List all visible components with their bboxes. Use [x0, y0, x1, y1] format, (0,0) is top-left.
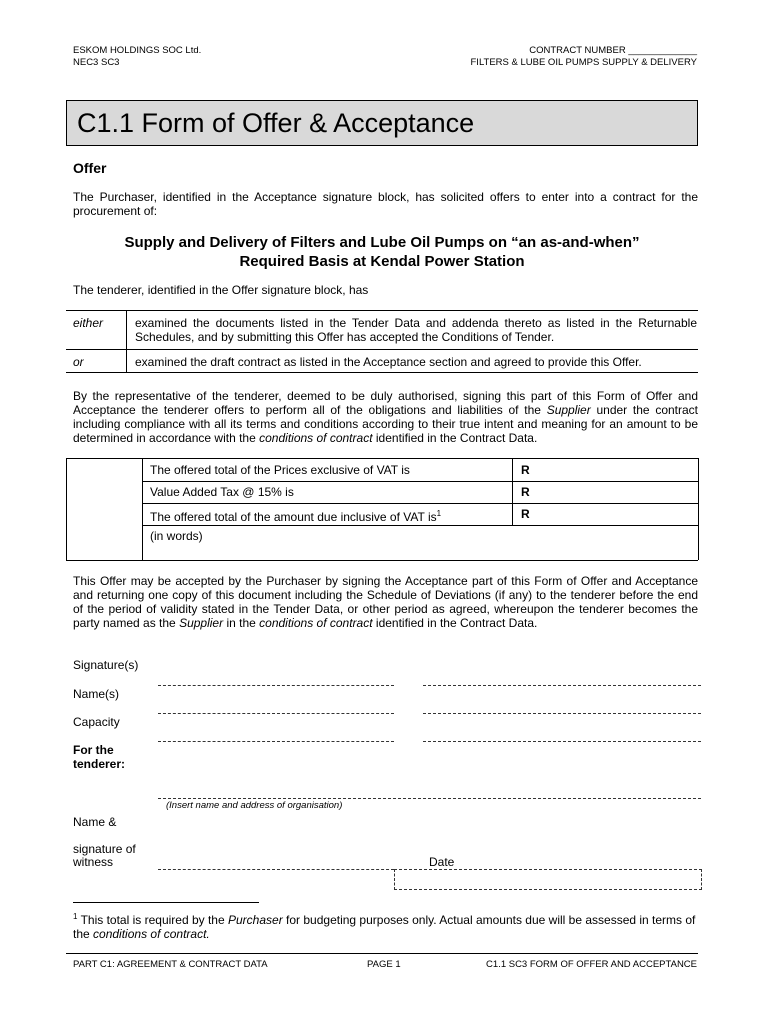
- acceptance-paragraph: This Offer may be accepted by the Purchaser by signing the Acceptance part of this Form of Offer and Acceptance and returning one copy of this document including the Schedule of Deviations (if any) to the tenderer before the end of the period of validity stated in the Tender Data, or other period as agreed, whereupon the tenderer becomes the party named as the Supplier in the conditions of contract identified in the Contract Data.: [73, 574, 698, 630]
- signatures-label: Signature(s): [73, 658, 139, 672]
- header-project: FILTERS & LUBE OIL PUMPS SUPPLY & DELIVERY: [470, 57, 697, 68]
- page-title: C1.1 Form of Offer & Acceptance: [77, 108, 475, 138]
- witness-label-3: witness: [73, 855, 114, 869]
- names-label: Name(s): [73, 687, 120, 701]
- option-or-text: examined the draft contract as listed in the Acceptance section and agreed to provide this Offer.: [135, 355, 642, 369]
- offer-intro: The Purchaser, identified in the Acceptance signature block, has solicited offers to enter into a contract for the procurement of:: [73, 190, 698, 218]
- footnote: $^1$ This total is required by the Purchaser for budgeting purposes only. Actual amounts due will be assessed in terms of the conditions of contract.: [73, 912, 696, 941]
- price-row-words-label: (in words): [150, 529, 203, 543]
- header-company: ESKOM HOLDINGS SOC Ltd.: [73, 45, 202, 56]
- price-row-excl-vat-value: R: [521, 463, 530, 477]
- for-tenderer-label-1: For the: [73, 743, 114, 757]
- signature-line-2[interactable]: [423, 685, 701, 686]
- subject-line-1: Supply and Delivery of Filters and Lube Oil Pumps on “an as-and-when”: [124, 234, 640, 251]
- option-either-label: either: [73, 316, 104, 330]
- price-row-incl-vat-label: The offered total of the amount due inclusive of VAT $is^1$: [150, 509, 442, 524]
- subject-line-2: Required Basis at Kendal Power Station: [239, 253, 525, 270]
- witness-label-1: Name &: [73, 815, 117, 829]
- witness-signature-line[interactable]: [158, 869, 394, 870]
- capacity-label: Capacity: [73, 715, 120, 729]
- footer-page: PAGE 1: [367, 959, 401, 970]
- title-box: [66, 100, 698, 146]
- date-field[interactable]: [394, 869, 702, 890]
- name-line-1[interactable]: [158, 713, 394, 714]
- witness-label-2: signature of: [73, 842, 136, 856]
- price-row-vat-label: Value Added Tax @ 15% is: [150, 485, 294, 499]
- capacity-line-1[interactable]: [158, 741, 394, 742]
- organisation-hint: (Insert name and address of organisation): [166, 800, 343, 811]
- option-or-label: or: [73, 355, 84, 369]
- tenderer-intro: The tenderer, identified in the Offer signature block, has: [73, 283, 369, 297]
- footer-right: C1.1 SC3 FORM OF OFFER AND ACCEPTANCE: [486, 959, 697, 970]
- signature-line-1[interactable]: [158, 685, 394, 686]
- option-either-text: examined the documents listed in the Tender Data and addenda thereto as listed in the Returnable Schedules, and by submitting this Offer has accepted the Conditions of Tender.: [135, 316, 697, 344]
- name-line-2[interactable]: [423, 713, 701, 714]
- date-label: Date: [429, 855, 455, 869]
- for-tenderer-label-2: tenderer:: [73, 757, 126, 771]
- representative-paragraph: By the representative of the tenderer, deemed to be duly authorised, signing this part of this Form of Offer and Acceptance the tenderer offers to perform all of the obligations and liabilities of the Supplier under the contract including compliance with all its terms and conditions according to their true intent and meaning for an amount to be determined in accordance with the conditions of contract identified in the Contract Data.: [73, 389, 698, 445]
- footer-left: PART C1: AGREEMENT & CONTRACT DATA: [73, 959, 268, 970]
- capacity-line-2[interactable]: [423, 741, 701, 742]
- organisation-line[interactable]: [158, 798, 701, 799]
- price-row-incl-vat-value: R: [521, 507, 530, 521]
- price-row-vat-value: R: [521, 485, 530, 499]
- price-row-excl-vat-label: The offered total of the Prices exclusive of VAT is: [150, 463, 410, 477]
- header-contract-number: CONTRACT NUMBER _____________: [529, 45, 697, 56]
- header-code: NEC3 SC3: [73, 57, 120, 68]
- offer-heading: Offer: [73, 160, 107, 176]
